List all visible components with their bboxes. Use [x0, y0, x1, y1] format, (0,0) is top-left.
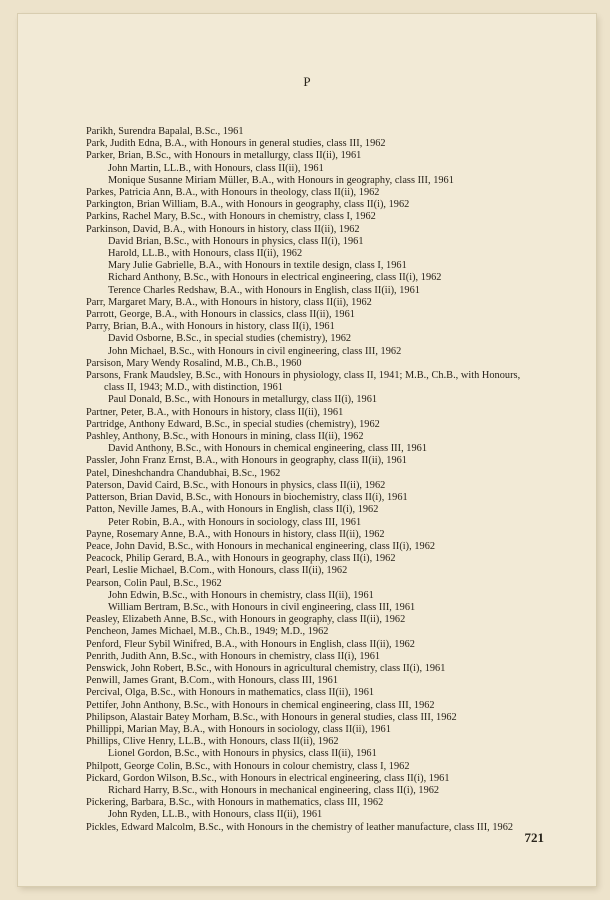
graduate-entry: Percival, Olga, B.Sc., with Honours in mathematics, class II(ii), 1961 [86, 687, 375, 699]
graduate-entry: Park, Judith Edna, B.A., with Honours in general studies, class III, 1962 [86, 138, 386, 150]
graduate-entry: Penford, Fleur Sybil Winifred, B.A., with Honours in English, class II(ii), 1962 [86, 638, 415, 650]
graduate-entry: Peacock, Philip Gerard, B.A., with Honours in geography, class II(i), 1962 [86, 553, 396, 565]
graduate-entry: Philipson, Alastair Batey Morham, B.Sc., with Honours in general studies, class III, 1962 [86, 711, 457, 723]
graduate-sub-entry: Lionel Gordon, B.Sc., with Honours in physics, class II(ii), 1961 [108, 748, 377, 760]
graduate-entry: Pashley, Anthony, B.Sc., with Honours in mining, class II(ii), 1962 [86, 431, 364, 443]
graduate-sub-entry: Monique Susanne Miriam Müller, B.A., with Honours in geography, class III, 1961 [108, 174, 454, 186]
graduate-entry: Penswick, John Robert, B.Sc., with Honours in agricultural chemistry, class II(i), 1961 [86, 662, 446, 674]
graduate-entry: Parkins, Rachel Mary, B.Sc., with Honours in chemistry, class I, 1962 [86, 211, 376, 223]
graduate-entry: Payne, Rosemary Anne, B.A., with Honours in history, class II(ii), 1962 [86, 528, 385, 540]
graduate-entry: Phillips, Clive Henry, LL.B., with Honours, class II(ii), 1962 [86, 736, 339, 748]
graduate-sub-entry: David Brian, B.Sc., with Honours in physics, class II(i), 1961 [108, 235, 364, 247]
graduate-entry: Parry, Brian, B.A., with Honours in history, class II(i), 1961 [86, 321, 335, 333]
graduate-entry: Partner, Peter, B.A., with Honours in history, class II(ii), 1961 [86, 406, 344, 418]
graduate-sub-entry: Richard Anthony, B.Sc., with Honours in electrical engineering, class II(i), 1962 [108, 272, 442, 284]
graduate-entry: Parkington, Brian William, B.A., with Honours in geography, class II(i), 1962 [86, 199, 410, 211]
graduate-entry: Patel, Dineshchandra Chandubhai, B.Sc., 1962 [86, 467, 281, 479]
graduate-list [86, 126, 534, 834]
page-number: 721 [524, 830, 544, 845]
graduate-entry: Phillippi, Marian May, B.A., with Honours in sociology, class II(ii), 1961 [86, 723, 391, 735]
graduate-entry: Philpott, George Colin, B.Sc., with Honours in colour chemistry, class I, 1962 [86, 760, 410, 772]
graduate-sub-entry: William Bertram, B.Sc., with Honours in civil engineering, class III, 1961 [108, 601, 416, 613]
graduate-entry: Penrith, Judith Ann, B.Sc., with Honours in chemistry, class II(i), 1961 [86, 650, 381, 662]
graduate-sub-entry: Paul Donald, B.Sc., with Honours in metallurgy, class II(i), 1961 [108, 394, 378, 406]
graduate-entry: Pencheon, James Michael, M.B., Ch.B., 1949; M.D., 1962 [86, 626, 329, 638]
graduate-entry: Patton, Neville James, B.A., with Honours in English, class II(i), 1962 [86, 504, 379, 516]
graduate-entry: Pettifer, John Anthony, B.Sc., with Honours in chemical engineering, class III, 1962 [86, 699, 435, 711]
graduate-entry: Partridge, Anthony Edward, B.Sc., in special studies (chemistry), 1962 [86, 418, 380, 430]
graduate-sub-entry: David Osborne, B.Sc., in special studies (chemistry), 1962 [108, 333, 352, 345]
graduate-entry: Parkes, Patricia Ann, B.A., with Honours in theology, class II(ii), 1962 [86, 187, 380, 199]
graduate-sub-entry: Peter Robin, B.A., with Honours in sociology, class III, 1961 [108, 516, 362, 528]
graduate-sub-entry: Mary Julie Gabrielle, B.A., with Honours in textile design, class I, 1961 [108, 260, 407, 272]
graduate-sub-entry: John Edwin, B.Sc., with Honours in chemistry, class II(ii), 1961 [108, 589, 374, 601]
graduate-sub-entry: David Anthony, B.Sc., with Honours in chemical engineering, class III, 1961 [108, 443, 428, 455]
graduate-entry: Pickard, Gordon Wilson, B.Sc., with Honours in electrical engineering, class II(i), 1961 [86, 772, 450, 784]
graduate-entry: Parker, Brian, B.Sc., with Honours in metallurgy, class II(ii), 1961 [86, 150, 362, 162]
graduate-entry: Parrott, George, B.A., with Honours in classics, class II(ii), 1961 [86, 309, 355, 321]
graduate-sub-entry: John Michael, B.Sc., with Honours in civil engineering, class III, 1962 [108, 345, 402, 357]
section-letter: P [303, 74, 311, 89]
graduate-sub-entry: Terence Charles Redshaw, B.A., with Honours in English, class II(ii), 1961 [108, 284, 420, 296]
graduate-entry: Parr, Margaret Mary, B.A., with Honours in history, class II(ii), 1962 [86, 296, 372, 308]
graduate-entry: Peasley, Elizabeth Anne, B.Sc., with Honours in geography, class II(ii), 1962 [86, 614, 406, 626]
graduate-entry: Penwill, James Grant, B.Com., with Honours, class III, 1961 [86, 675, 339, 687]
graduate-entry: Parkinson, David, B.A., with Honours in history, class II(ii), 1962 [86, 223, 360, 235]
graduate-entry: Parsison, Mary Wendy Rosalind, M.B., Ch.B., 1960 [86, 357, 302, 369]
graduate-entry: Pickering, Barbara, B.Sc., with Honours in mathematics, class III, 1962 [86, 797, 384, 809]
graduate-entry: Patterson, Brian David, B.Sc., with Honours in biochemistry, class II(i), 1961 [86, 492, 408, 504]
graduate-entry: Pickles, Edward Malcolm, B.Sc., with Honours in the chemistry of leather manufacture, class III, 1962 [86, 821, 514, 833]
graduate-entry: Parikh, Surendra Bapalal, B.Sc., 1961 [86, 126, 244, 137]
graduate-entry: Paterson, David Caird, B.Sc., with Honours in physics, class II(ii), 1962 [86, 479, 386, 491]
graduate-entry: Pearson, Colin Paul, B.Sc., 1962 [86, 577, 222, 589]
graduate-entry: Parsons, Frank Maudsley, B.Sc., with Honours in physiology, class II, 1941; M.B., Ch.B., with Honours, class II, 1943; M.D., with distinction, 1961 [86, 370, 521, 394]
graduate-entry: Passler, John Franz Ernst, B.A., with Honours in geography, class II(ii), 1961 [86, 455, 407, 467]
graduate-entry: Peace, John David, B.Sc., with Honours in mechanical engineering, class II(i), 1962 [86, 540, 436, 552]
document-page [18, 14, 596, 886]
graduate-entry: Pearl, Leslie Michael, B.Com., with Honours, class II(ii), 1962 [86, 565, 348, 577]
graduate-sub-entry: Richard Harry, B.Sc., with Honours in mechanical engineering, class II(i), 1962 [108, 784, 440, 796]
graduate-sub-entry: John Martin, LL.B., with Honours, class II(ii), 1961 [108, 162, 324, 174]
graduate-sub-entry: Harold, LL.B., with Honours, class II(ii), 1962 [108, 248, 303, 260]
graduate-sub-entry: John Ryden, LL.B., with Honours, class II(ii), 1961 [108, 809, 323, 821]
